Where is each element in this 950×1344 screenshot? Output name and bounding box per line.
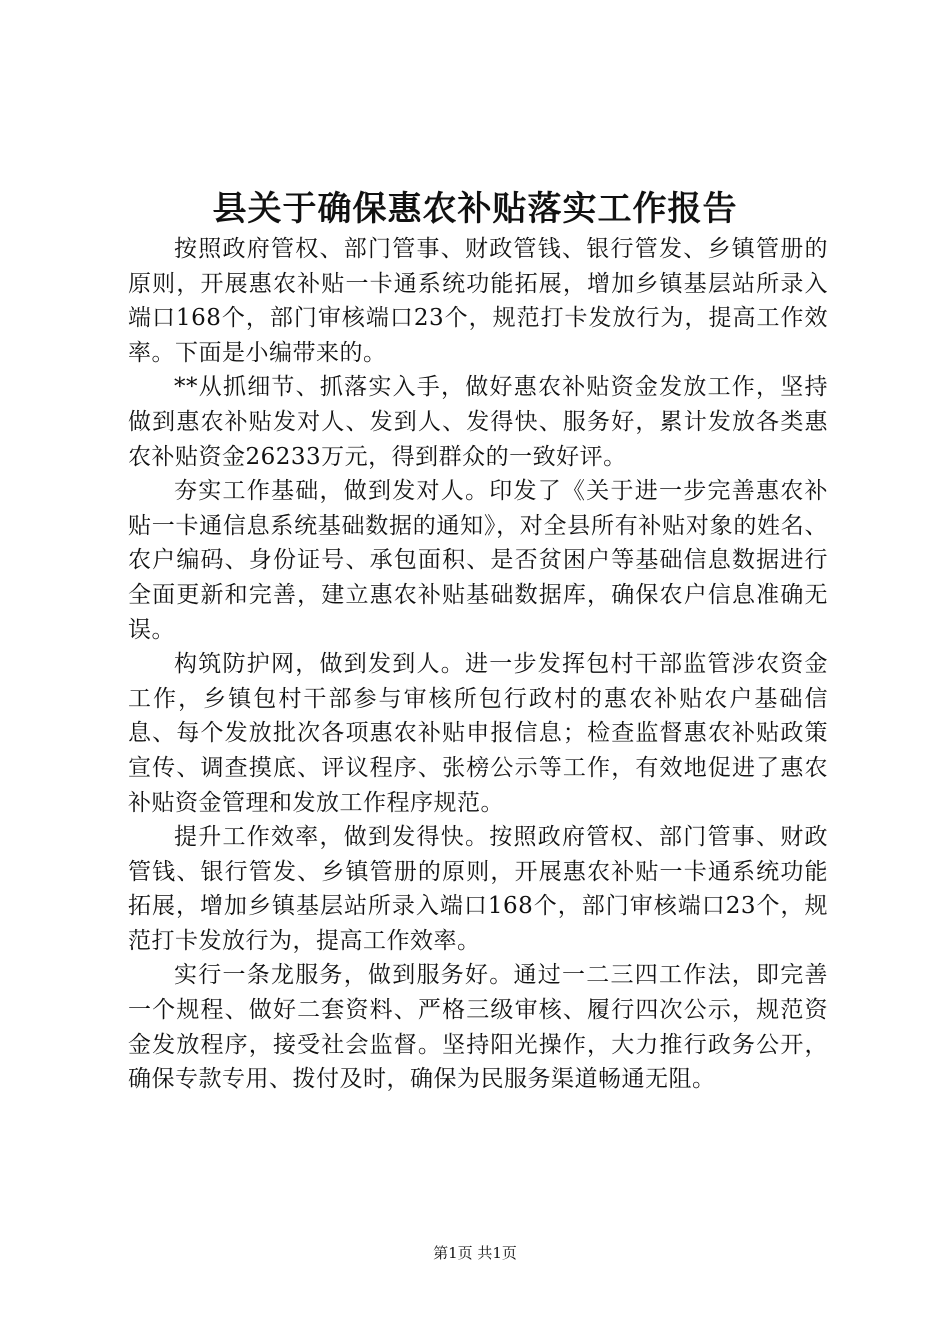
paragraph-protection: 构筑防护网，做到发到人。进一步发挥包村干部监管涉农资金工作，乡镇包村干部参与审核所包行政村的惠农补贴农户基础信息、每个发放批次各项惠农补贴申报信息；检查监督惠农补贴政策宣传、调查摸底、评议程序、张榜公示等工作，有效地促进了惠农补贴资金管理和发放工作程序规范。 bbox=[128, 651, 828, 816]
document-body bbox=[128, 232, 828, 1097]
paragraph-intro: 按照政府管权、部门管事、财政管钱、银行管发、乡镇管册的原则，开展惠农补贴一卡通系统功能拓展，增加乡镇基层站所录入端口168个，部门审核端口23个，规范打卡发放行为，提高工作效率。下面是小编带来的。 bbox=[128, 236, 828, 366]
paragraph-foundation: 夯实工作基础，做到发对人。印发了《关于进一步完善惠农补贴一卡通信息系统基础数据的通知》，对全县所有补贴对象的姓名、农户编码、身份证号、承包面积、是否贫困户等基础信息数据进行全面更新和完善，建立惠农补贴基础数据库，确保农户信息准确无误。 bbox=[128, 478, 828, 643]
paragraph-efficiency: 提升工作效率，做到发得快。按照政府管权、部门管事、财政管钱、银行管发、乡镇管册的原则，开展惠农补贴一卡通系统功能拓展，增加乡镇基层站所录入端口168个，部门审核端口23个，规范打卡发放行为，提高工作效率。 bbox=[128, 824, 828, 954]
page-footer: 第1页 共1页 bbox=[433, 1244, 517, 1262]
document-title: 县关于确保惠农补贴落实工作报告 bbox=[212, 189, 738, 229]
paragraph-service: 实行一条龙服务，做到服务好。通过一二三四工作法，即完善一个规程、做好二套资料、严格三级审核、履行四次公示，规范资金发放程序，接受社会监督。坚持阳光操作，大力推行政务公开，确保专款专用、拨付及时，确保为民服务渠道畅通无阻。 bbox=[128, 962, 828, 1093]
paragraph-summary: **从抓细节、抓落实入手，做好惠农补贴资金发放工作，坚持做到惠农补贴发对人、发到人、发得快、服务好，累计发放各类惠农补贴资金26233万元，得到群众的一致好评。 bbox=[128, 374, 828, 470]
